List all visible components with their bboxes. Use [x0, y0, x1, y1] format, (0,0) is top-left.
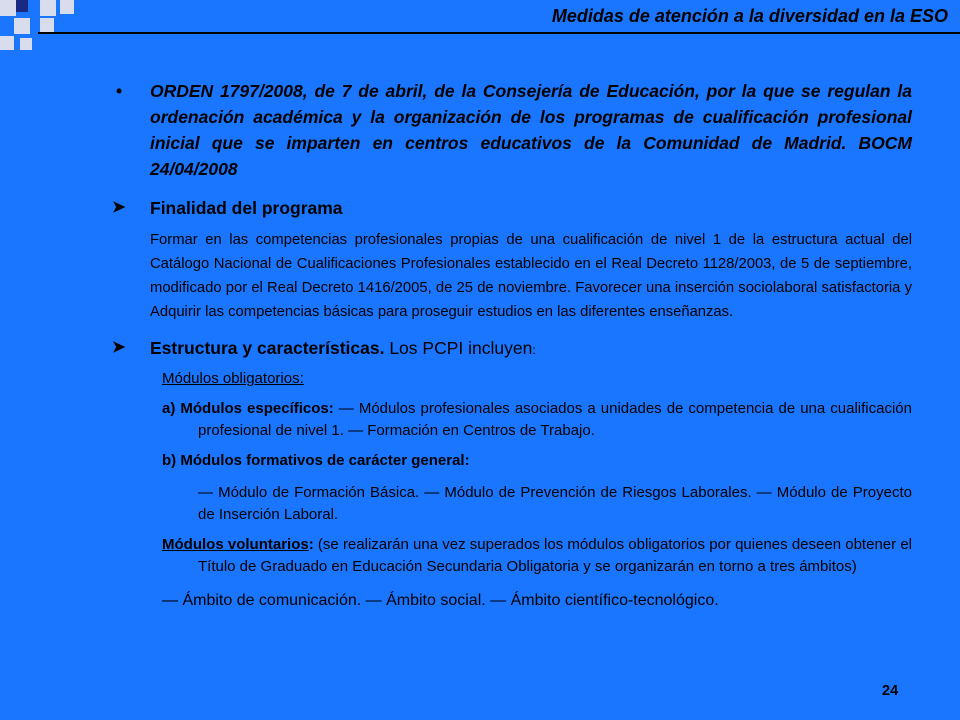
estructura-heading-normal: Los PCPI incluyen [384, 338, 533, 358]
bullet-dot-icon: • [116, 81, 123, 101]
modulos-especificos-label: a) Módulos específicos: [162, 400, 334, 417]
finalidad-body: Formar en las competencias profesionales propias de una cualificación de nivel 1 de la estructura actual del Catálogo Nacional de Cualificaciones Profesionales establecido en el Real Decreto 1128/2003, de 5 de septiembre, modificado por el Real Decreto 1416/2005, de 25 de noviembre. Favorecer una inserción sociolaboral satisfactoria y Adquirir las competencias básicas para proseguir estudios en las diferentes enseñanzas. [150, 232, 912, 320]
deco-square [40, 0, 56, 16]
finalidad-heading [112, 196, 912, 220]
modulos-generales-label: b) Módulos formativos de carácter general: [162, 452, 470, 469]
deco-square [0, 0, 16, 16]
finalidad-heading-text: Finalidad del programa [150, 198, 343, 218]
obligatorios-label: Módulos obligatorios: [162, 370, 304, 387]
voluntarios-colon: : [308, 536, 314, 553]
estructura-heading-bold: Estructura y características. [150, 338, 385, 358]
orden-text: ORDEN 1797/2008, de 7 de abril, de la Consejería de Educación, por la que se regulan la ordenación académica y la organización de los programas de cualificación profesional inicial que se imparten en centros educativos de la Comunidad de Madrid. BOCM 24/04/2008 [150, 81, 912, 179]
orden-bullet [112, 78, 912, 182]
estructura-heading [112, 336, 912, 362]
modulos-generales-text: — Módulo de Formación Básica. — Módulo de Prevención de Riesgos Laborales. — Módulo de Proyecto de Inserción Laboral. [198, 484, 912, 523]
arrow-bullet-icon: ➤ [112, 339, 126, 356]
estructura-heading-colon: : [532, 343, 536, 357]
page-number: 24 [882, 683, 899, 699]
deco-square [16, 0, 28, 12]
modulos-especificos-text: — Módulos profesionales asociados a unidades de competencia de una cualificación profesional de nivel 1. — Formación en Centros de Trabajo. [198, 400, 912, 439]
voluntarios-text: (se realizarán una vez superados los módulos obligatorios por quienes deseen obtener el Título de Graduado en Educación Secundaria Obligatoria y se organizarán en torno a tres ámbitos) [198, 536, 912, 575]
deco-square [20, 38, 32, 50]
deco-square [0, 36, 14, 50]
modulos-voluntarios [162, 534, 912, 578]
modulos-especificos [162, 398, 912, 442]
slide-content [112, 78, 912, 612]
page-title: Medidas de atención a la diversidad en la ESO [551, 6, 948, 26]
obligatorios-block [112, 368, 912, 612]
header-divider [38, 32, 960, 34]
corner-decoration [0, 0, 80, 60]
deco-square [60, 0, 74, 14]
arrow-bullet-icon: ➤ [112, 199, 126, 216]
deco-square [14, 18, 30, 34]
voluntarios-label: Módulos voluntarios [162, 536, 309, 553]
ambitos-text: — Ámbito de comunicación. — Ámbito social. — Ámbito científico-tecnológico. [162, 592, 719, 609]
deco-square [40, 18, 54, 32]
